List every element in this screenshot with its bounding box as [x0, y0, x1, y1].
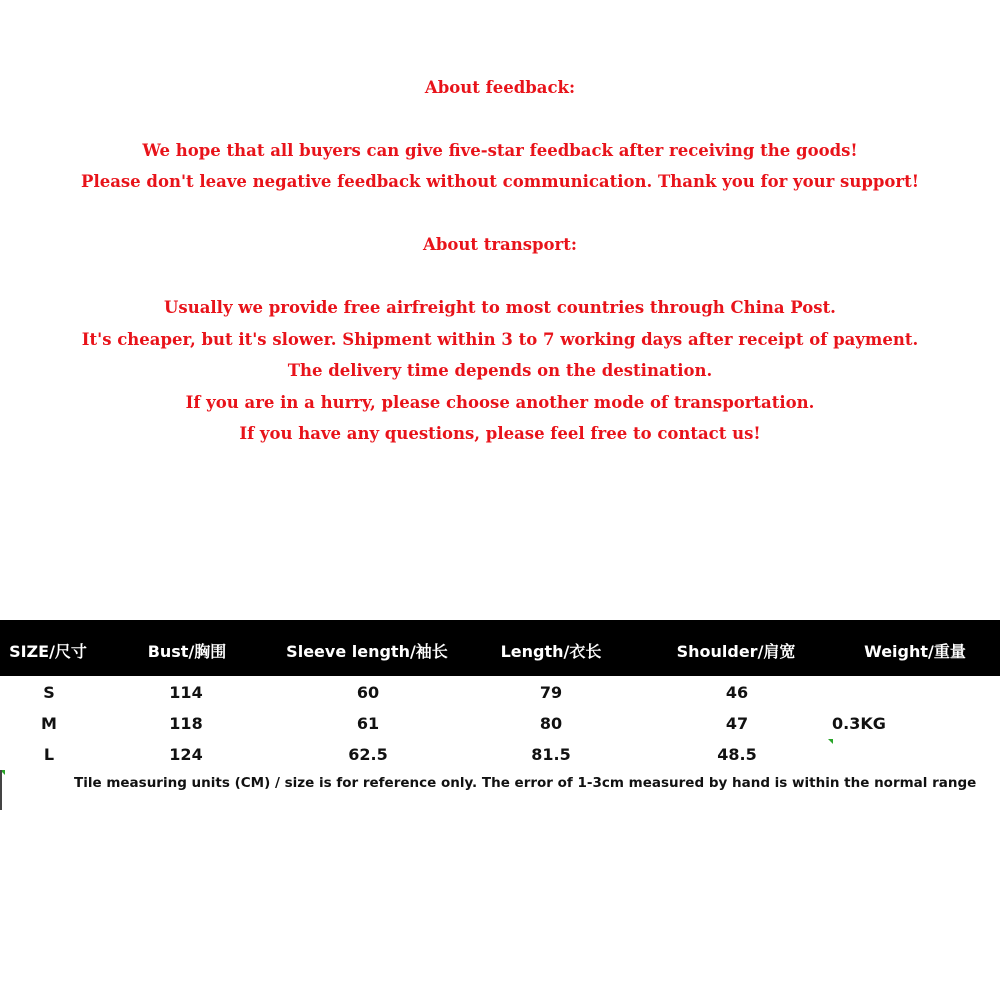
transport-line: Usually we provide free airfreight to most countries through China Post.	[164, 298, 836, 317]
transport-line: If you have any questions, please feel free to contact us!	[239, 424, 761, 443]
cell-sleeve: 61	[356, 714, 380, 733]
cell-sleeve: 62.5	[348, 745, 388, 764]
cell-bust: 118	[169, 714, 203, 733]
transport-heading: About transport:	[423, 235, 577, 254]
cell-size: S	[43, 683, 55, 702]
cell-shoulder: 48.5	[717, 745, 757, 764]
transport-line: The delivery time depends on the destination.	[287, 361, 713, 380]
cell-size: M	[41, 714, 57, 733]
cell-shoulder: 47	[725, 714, 749, 733]
cell-sleeve: 60	[356, 683, 380, 702]
size-table-header	[0, 620, 1000, 676]
header-bust: Bust/胸围	[147, 642, 227, 661]
feedback-heading: About feedback:	[424, 78, 576, 97]
header-length: Length/衣长	[500, 642, 602, 661]
measurement-note: Tile measuring units (CM) / size is for reference only. The error of 1-3cm measured by hand is within the normal range	[74, 775, 977, 791]
header-size: SIZE/尺寸	[9, 642, 87, 661]
feedback-line: We hope that all buyers can give five-star feedback after receiving the goods!	[142, 141, 858, 160]
cell-length: 79	[539, 683, 563, 702]
cell-length: 81.5	[531, 745, 571, 764]
green-mark-icon	[828, 739, 833, 744]
feedback-line: Please don't leave negative feedback without communication. Thank you for your support!	[81, 172, 919, 191]
cell-shoulder: 46	[725, 683, 749, 702]
header-shoulder: Shoulder/肩宽	[676, 642, 796, 661]
header-sleeve: Sleeve length/袖长	[286, 642, 448, 661]
cell-bust: 124	[169, 745, 203, 764]
cell-weight: 0.3KG	[832, 714, 886, 733]
cell-length: 80	[539, 714, 563, 733]
divider	[0, 770, 2, 810]
transport-line: It's cheaper, but it's slower. Shipment within 3 to 7 working days after receipt of payment.	[81, 330, 919, 349]
header-weight: Weight/重量	[864, 642, 966, 661]
cell-bust: 114	[169, 683, 203, 702]
transport-line: If you are in a hurry, please choose another mode of transportation.	[185, 393, 815, 412]
cell-size: L	[43, 745, 55, 764]
